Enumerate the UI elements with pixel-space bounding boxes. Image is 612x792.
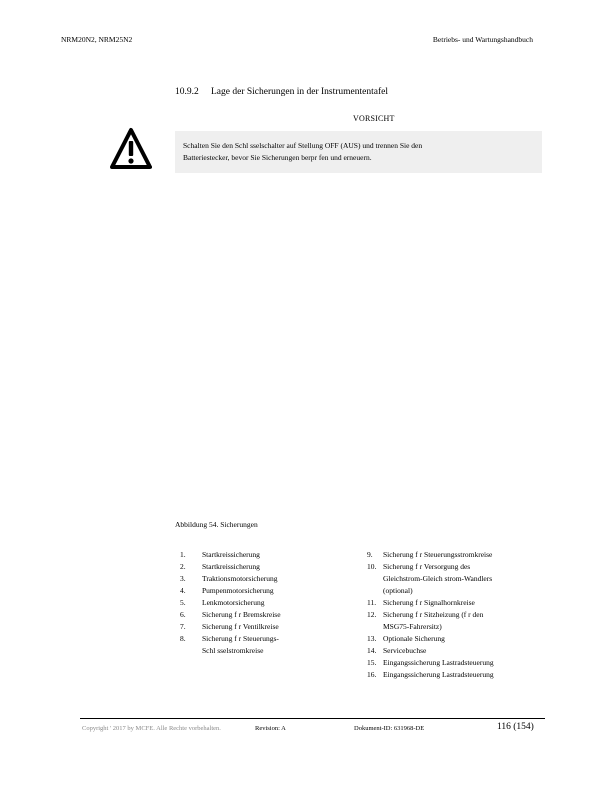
list-item: 13. Optionale Sicherung	[367, 634, 445, 643]
caution-text-line-1: Schalten Sie den Schl sselschalter auf Stellung OFF (AUS) und trennen Sie den	[183, 141, 423, 150]
list-item: 1. Startkreissicherung	[180, 550, 260, 559]
list-item: 6. Sicherung f r Bremskreise	[180, 610, 281, 619]
fuse-list-left	[180, 549, 340, 657]
footer-document-id: Dokument-ID: 631968-DE	[354, 725, 425, 732]
section-heading	[175, 87, 388, 97]
footer-revision: Revision: A	[255, 725, 286, 732]
list-item: 7. Sicherung f r Ventilkreise	[180, 622, 279, 631]
header-manual-title: Betriebs- und Wartungshandbuch	[432, 35, 533, 44]
footer-divider	[80, 718, 545, 719]
list-item: 2. Startkreissicherung	[180, 562, 260, 571]
footer-copyright: Copyright ' 2017 by MCFE. Alle Rechte vorbehalten.	[82, 725, 221, 732]
list-item: 9. Sicherung f r Steuerungsstromkreise	[367, 550, 493, 559]
list-item: 12. Sicherung f r Sitzheizung (f r den MSG75-Fahrersitz)	[367, 610, 484, 631]
list-item: 4. Pumpenmotorsicherung	[180, 586, 274, 595]
page-number: 116 (154)	[497, 722, 534, 732]
caution-label: VORSICHT	[353, 114, 395, 123]
header-model: NRM20N2, NRM25N2	[61, 35, 133, 44]
caution-text-line-2: Batteriestecker, bevor Sie Sicherungen berpr fen und erneuern.	[183, 152, 372, 162]
list-item: 8. Sicherung f r Steuerungs- Schl sselstromkreise	[180, 634, 279, 655]
list-item: 3. Traktionsmotorsicherung	[180, 574, 278, 583]
list-item: 15. Eingangssicherung Lastradsteuerung	[367, 658, 494, 667]
section-title: Lage der Sicherungen in der Instrumententafel	[211, 87, 388, 97]
list-item: 5. Lenkmotorsicherung	[180, 598, 265, 607]
fuse-list-right	[367, 549, 537, 681]
warning-triangle-icon	[110, 127, 152, 171]
section-number: 10.9.2	[175, 87, 199, 97]
list-item: 16. Eingangssicherung Lastradsteuerung	[367, 670, 494, 679]
list-item: 10. Sicherung f r Versorgung des Gleichstrom-Gleich strom-Wandlers (optional)	[367, 562, 493, 595]
list-item: 14. Servicebuchse	[367, 646, 427, 655]
list-item: 11. Sicherung f r Signalhornkreise	[367, 598, 475, 607]
caution-box	[175, 131, 542, 173]
figure-caption: Abbildung 54. Sicherungen	[175, 520, 258, 529]
